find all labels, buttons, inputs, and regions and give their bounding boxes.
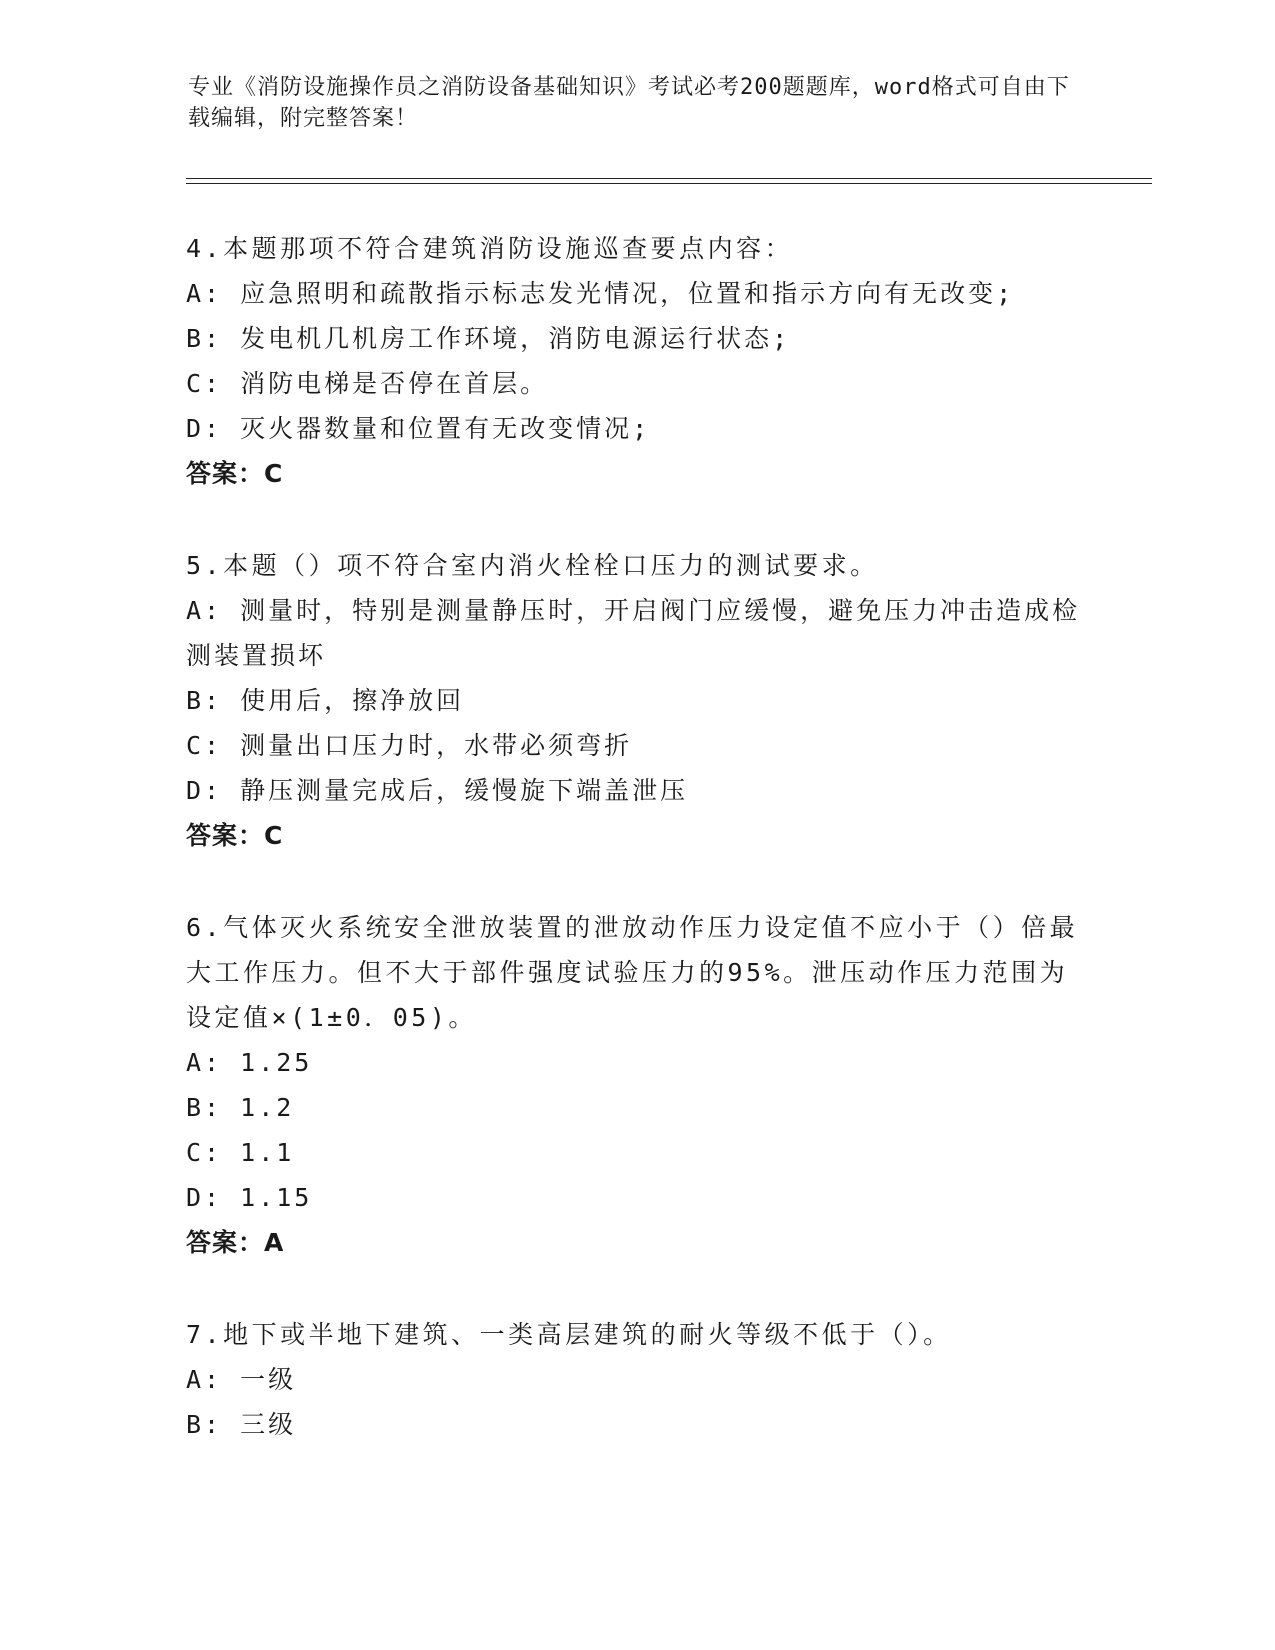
option-b: B: 使用后，擦净放回 bbox=[186, 686, 465, 715]
question-4 bbox=[186, 226, 1086, 497]
option-a: A: 应急照明和疏散指示标志发光情况，位置和指示方向有无改变; bbox=[186, 279, 1015, 308]
question-list bbox=[186, 226, 1086, 1493]
header-divider-bottom bbox=[186, 183, 1152, 184]
option-a: A: 一级 bbox=[186, 1365, 297, 1394]
question-5 bbox=[186, 543, 1086, 859]
option-b: B: 发电机几机房工作环境，消防电源运行状态; bbox=[186, 324, 791, 353]
option-b: B: 三级 bbox=[186, 1410, 297, 1439]
question-6 bbox=[186, 905, 1086, 1266]
question-stem: 7.地下或半地下建筑、一类高层建筑的耐火等级不低于（）。 bbox=[186, 1320, 952, 1349]
answer-line: 答案：C bbox=[186, 821, 284, 850]
document-header: 专业《消防设施操作员之消防设备基础知识》考试必考200题题库，word格式可自由下载编辑，附完整答案！ bbox=[188, 75, 1070, 131]
question-stem: 5.本题（）项不符合室内消火栓栓口压力的测试要求。 bbox=[186, 551, 879, 580]
option-d: D: 静压测量完成后，缓慢旋下端盖泄压 bbox=[186, 776, 689, 805]
option-c: C: 1.1 bbox=[186, 1138, 295, 1167]
option-d: D: 1.15 bbox=[186, 1183, 313, 1212]
question-7 bbox=[186, 1312, 1086, 1447]
question-stem: 6.气体灭火系统安全泄放装置的泄放动作压力设定值不应小于（）倍最大工作压力。但不大于部件强度试验压力的95%。泄压动作压力范围为设定值×(1±0．05)。 bbox=[186, 913, 1079, 1032]
option-c: C: 测量出口压力时，水带必须弯折 bbox=[186, 731, 633, 760]
option-c: C: 消防电梯是否停在首层。 bbox=[186, 369, 549, 398]
answer-line: 答案：C bbox=[186, 459, 284, 488]
header-divider-top bbox=[186, 178, 1152, 179]
option-a: A: 1.25 bbox=[186, 1048, 313, 1077]
option-d: D: 灭火器数量和位置有无改变情况; bbox=[186, 414, 651, 443]
option-b: B: 1.2 bbox=[186, 1093, 295, 1122]
option-a: A: 测量时，特别是测量静压时，开启阀门应缓慢，避免压力冲击造成检测装置损坏 bbox=[186, 596, 1081, 670]
answer-line: 答案：A bbox=[186, 1228, 285, 1257]
question-stem: 4.本题那项不符合建筑消防设施巡查要点内容： bbox=[186, 234, 794, 263]
